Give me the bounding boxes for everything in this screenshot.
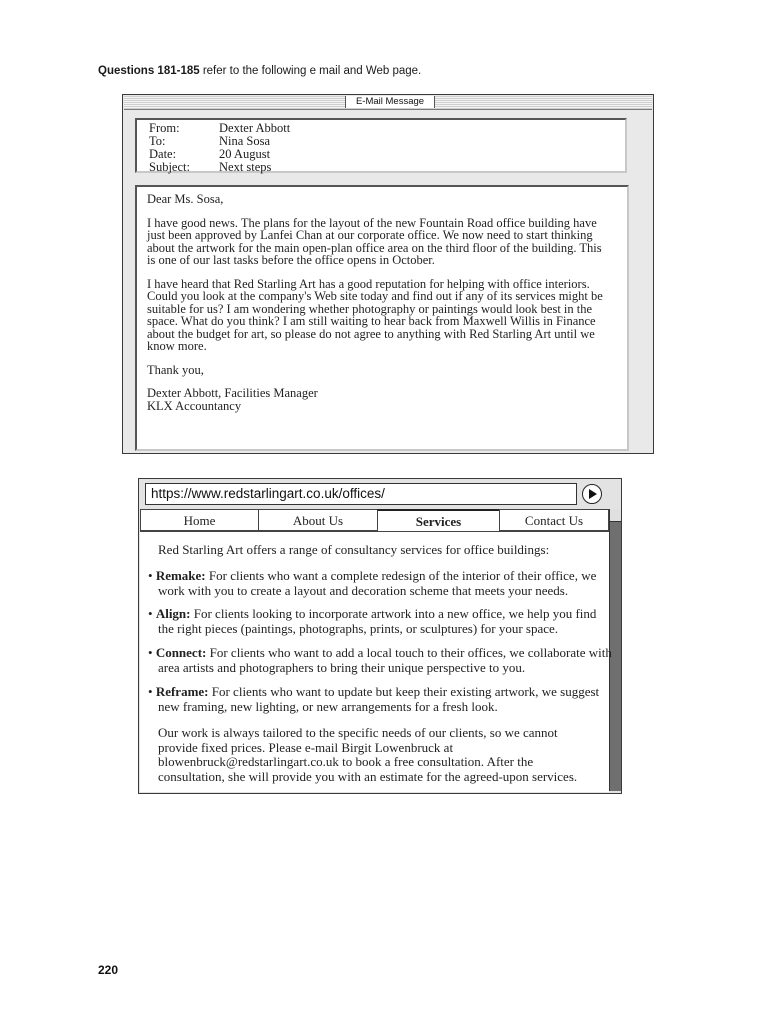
email-paragraph-1: I have good news. The plans for the layout of the new Fountain Road office building have just been approved by Lanfei Chan at our corporate office. We now need to start thinking about the artwork for the main open-plan office area on the third floor of the building. This is one of our last tasks before the office opens in October. <box>147 215 602 267</box>
email-header-panel <box>135 118 627 173</box>
email-paragraph-2: I have heard that Red Starling Art has a good reputation for helping with office interiors. Could you look at the company's Web site today and find out if any of its services might be suitable for us? I am wondering whether photography or paintings would look best in the space. What do you think? I am still waiting to hear back from Maxwell Willis in Finance about the budget for art, so please do not agree to anything with Red Starling Art until we know more. <box>147 276 603 353</box>
tab-about-us[interactable]: About Us <box>258 509 378 531</box>
email-from-label: From: <box>149 121 180 135</box>
scrollbar-thumb[interactable] <box>610 509 621 522</box>
email-date-value: 20 August <box>219 147 271 161</box>
service-reframe-text: For clients who want to update but keep their existing artwork, we suggest new framing, new lighting, or new arrangements for a fresh look. <box>158 684 600 714</box>
email-closing: Thank you, <box>147 362 204 377</box>
question-instructions-text: refer to the following e mail and Web page. <box>199 65 422 77</box>
service-connect: • Connect: For clients who want to add a local touch to their offices, we collaborate with area artists and photographers to bring their unique perspective to you. <box>148 645 612 675</box>
service-reframe: • Reframe: For clients who want to update but keep their existing artwork, we suggest new framing, new lighting, or new arrangements for a fresh look. <box>148 684 600 714</box>
services-intro: Red Starling Art offers a range of consultancy services for office buildings: <box>158 542 550 557</box>
email-subject-value: Next steps <box>219 160 272 174</box>
question-range: Questions 181-185 <box>98 65 200 77</box>
browser-window <box>138 478 622 794</box>
email-to-value: Nina Sosa <box>219 134 271 148</box>
services-content <box>140 531 612 792</box>
service-align: • Align: For clients looking to incorporate artwork into a new office, we help you find the right pieces (paintings, photographs, prints, or sculptures) for your space. <box>148 606 597 636</box>
email-salutation: Dear Ms. Sosa, <box>147 192 224 206</box>
tab-contact-us[interactable]: Contact Us <box>499 509 609 531</box>
site-nav <box>140 509 609 531</box>
go-button[interactable] <box>582 484 602 504</box>
question-instructions <box>98 65 421 77</box>
service-align-name: Align: <box>155 606 191 621</box>
email-date-label: Date: <box>149 147 177 161</box>
service-align-text: For clients looking to incorporate artwork into a new office, we help you find the right pieces (paintings, photographs, prints, or sculptures) for your space. <box>158 606 597 636</box>
service-remake: • Remake: For clients who want a complete redesign of the interior of their office, we work with you to create a layout and decoration scheme that meets your needs. <box>148 568 597 598</box>
service-remake-name: Remake: <box>155 568 206 583</box>
email-body <box>147 193 613 412</box>
email-signature-name: Dexter Abbott, Facilities Manager <box>147 386 318 400</box>
page-number: 220 <box>98 963 119 977</box>
email-titlebar <box>124 96 652 110</box>
service-connect-text: For clients who want to add a local touch to their offices, we collaborate with area artists and photographers to bring their unique perspective to you. <box>158 645 612 675</box>
email-to-label: To: <box>149 134 166 148</box>
service-remake-text: For clients who want a complete redesign of the interior of their office, we work with you to create a layout and decoration scheme that meets your needs. <box>158 568 597 598</box>
service-connect-name: Connect: <box>155 645 207 660</box>
email-window <box>122 94 654 454</box>
play-icon <box>587 488 598 500</box>
email-window-title: E-Mail Message <box>345 96 435 108</box>
email-signature <box>147 387 613 412</box>
email-from-value: Dexter Abbott <box>219 121 291 135</box>
address-bar[interactable]: https://www.redstarlingart.co.uk/offices/ <box>145 483 577 505</box>
tab-services[interactable]: Services <box>377 509 500 532</box>
service-reframe-name: Reframe: <box>155 684 209 699</box>
email-signature-company: KLX Accountancy <box>147 398 242 413</box>
email-body-panel <box>135 185 629 451</box>
tab-home[interactable]: Home <box>140 509 259 531</box>
email-subject-label: Subject: <box>149 160 190 174</box>
services-outro: Our work is always tailored to the specific needs of our clients, so we cannot provide fixed prices. Please e-mail Birgit Lowenbruck at blowenbruck@redstarlingart.co.uk to book a free consultation. After the consultation, she will provide you with an estimate for the agreed-upon services. <box>158 725 578 784</box>
